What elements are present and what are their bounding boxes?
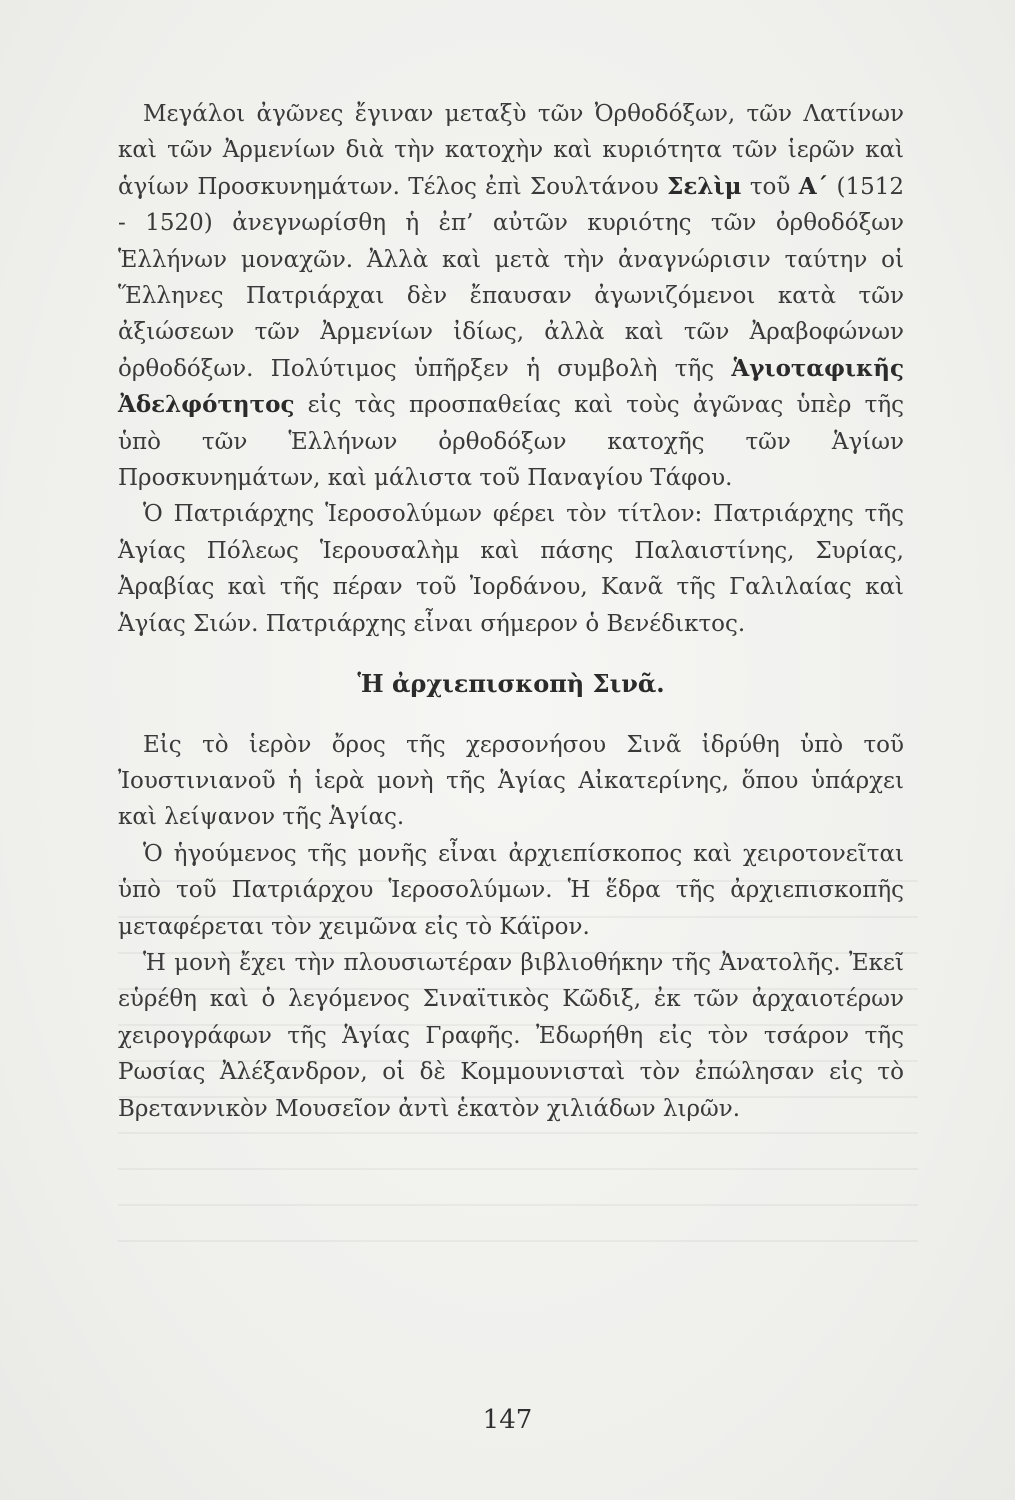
p1-text-a: Μεγάλοι ἀγῶνες ἔγιναν μεταξὺ τῶν Ὀρθοδόξων, τῶν Λατίνων καὶ τῶν Ἀρμενίων διὰ τὴν κατοχὴν καὶ κυριότητα τῶν ἱερῶν καὶ ἁγίων Προσκυνημάτων. Τέλος ἐπὶ Σουλτάνου <box>118 101 904 200</box>
paragraph-holy-places-struggles <box>118 96 904 496</box>
paragraph-sinai-monastery: Εἰς τὸ ἱερὸν ὄρος τῆς χερσονήσου Σινᾶ ἱδρύθη ὑπὸ τοῦ Ἰουστινιανοῦ ἡ ἱερὰ μονὴ τῆς Ἁγίας Αἰκατερίνης, ὅπου ὑπάρχει καὶ λείψανον τῆς Ἁγίας. <box>118 731 904 831</box>
p1-text-b: τοῦ <box>741 173 799 200</box>
section-title-sinai: Ἡ ἀρχιεπισκοπὴ Σινᾶ. <box>357 669 665 699</box>
body-text <box>118 96 904 1127</box>
p1-bold-selim: Σελὶμ <box>667 172 742 200</box>
p1-text-c: (1512 - 1520) ἀνεγνωρίσθη ἡ ἐπ’ αὐτῶν κυριότης τῶν ὀρθοδόξων Ἑλλήνων μοναχῶν. Ἀλλὰ καὶ μετὰ τὴν ἀναγνώρισιν ταύτην οἱ Ἕλληνες Πατριάρχαι δὲν ἔπαυσαν ἀγωνιζόμενοι κατὰ τῶν ἀξιώσεων τῶν Ἀρμενίων ἰδίως, ἀλλὰ καὶ τῶν Ἀραβοφώνων ὀρθοδόξων. Πολύτιμος ὑπῆρξεν ἡ συμβολὴ τῆς <box>118 173 904 382</box>
page-number: 147 <box>482 1405 533 1435</box>
p1-text-d: εἰς τὰς προσπαθείας καὶ τοὺς ἀγῶνας ὑπὲρ τῆς ὑπὸ τῶν Ἑλλήνων ὀρθοδόξων κατοχῆς τῶν Ἁγίων Προσκυνημάτων, καὶ μάλιστα τοῦ Παναγίου Τάφου. <box>118 392 904 492</box>
p1-bold-brotherhood: Ἁγιοταφικῆς Ἀδελφότητος <box>118 354 904 419</box>
p1-bold-numeral: Α΄ <box>798 172 829 200</box>
paragraph-abbot: Ὁ ἡγούμενος τῆς μονῆς εἶναι ἀρχιεπίσκοπος καὶ χειροτονεῖται ὑπὸ τοῦ Πατριάρχου Ἱεροσολύμων. Ἡ ἕδρα τῆς ἀρχιεπισκοπῆς μεταφέρεται τὸν χειμῶνα εἰς τὸ Κάϊρον. <box>118 840 904 940</box>
paragraph-patriarch-title: Ὁ Πατριάρχης Ἱεροσολύμων φέρει τὸν τίτλον: Πατριάρχης τῆς Ἁγίας Πόλεως Ἱερουσαλὴμ καὶ πάσης Παλαιστίνης, Συρίας, Ἀραβίας καὶ τῆς πέραν τοῦ Ἰορδάνου, Κανᾶ τῆς Γαλιλαίας καὶ Ἁγίας Σιών. Πατριάρχης εἶναι σήμερον ὁ Βενέδικτος. <box>118 501 904 637</box>
paragraph-library-codex: Ἡ μονὴ ἔχει τὴν πλουσιωτέραν βιβλιοθήκην τῆς Ἀνατολῆς. Ἐκεῖ εὑρέθη καὶ ὁ λεγόμενος Σιναϊτικὸς Κῶδιξ, ἐκ τῶν ἀρχαιοτέρων χειρογράφων τῆς Ἁγίας Γραφῆς. Ἐδωρήθη εἰς τὸν τσάρον τῆς Ρωσίας Ἀλέξανδρον, οἱ δὲ Κομμουνισταὶ τὸν ἐπώλησαν εἰς τὸ Βρεταννικὸν Μουσεῖον ἀντὶ ἑκατὸν χιλιάδων λιρῶν. <box>118 949 904 1122</box>
